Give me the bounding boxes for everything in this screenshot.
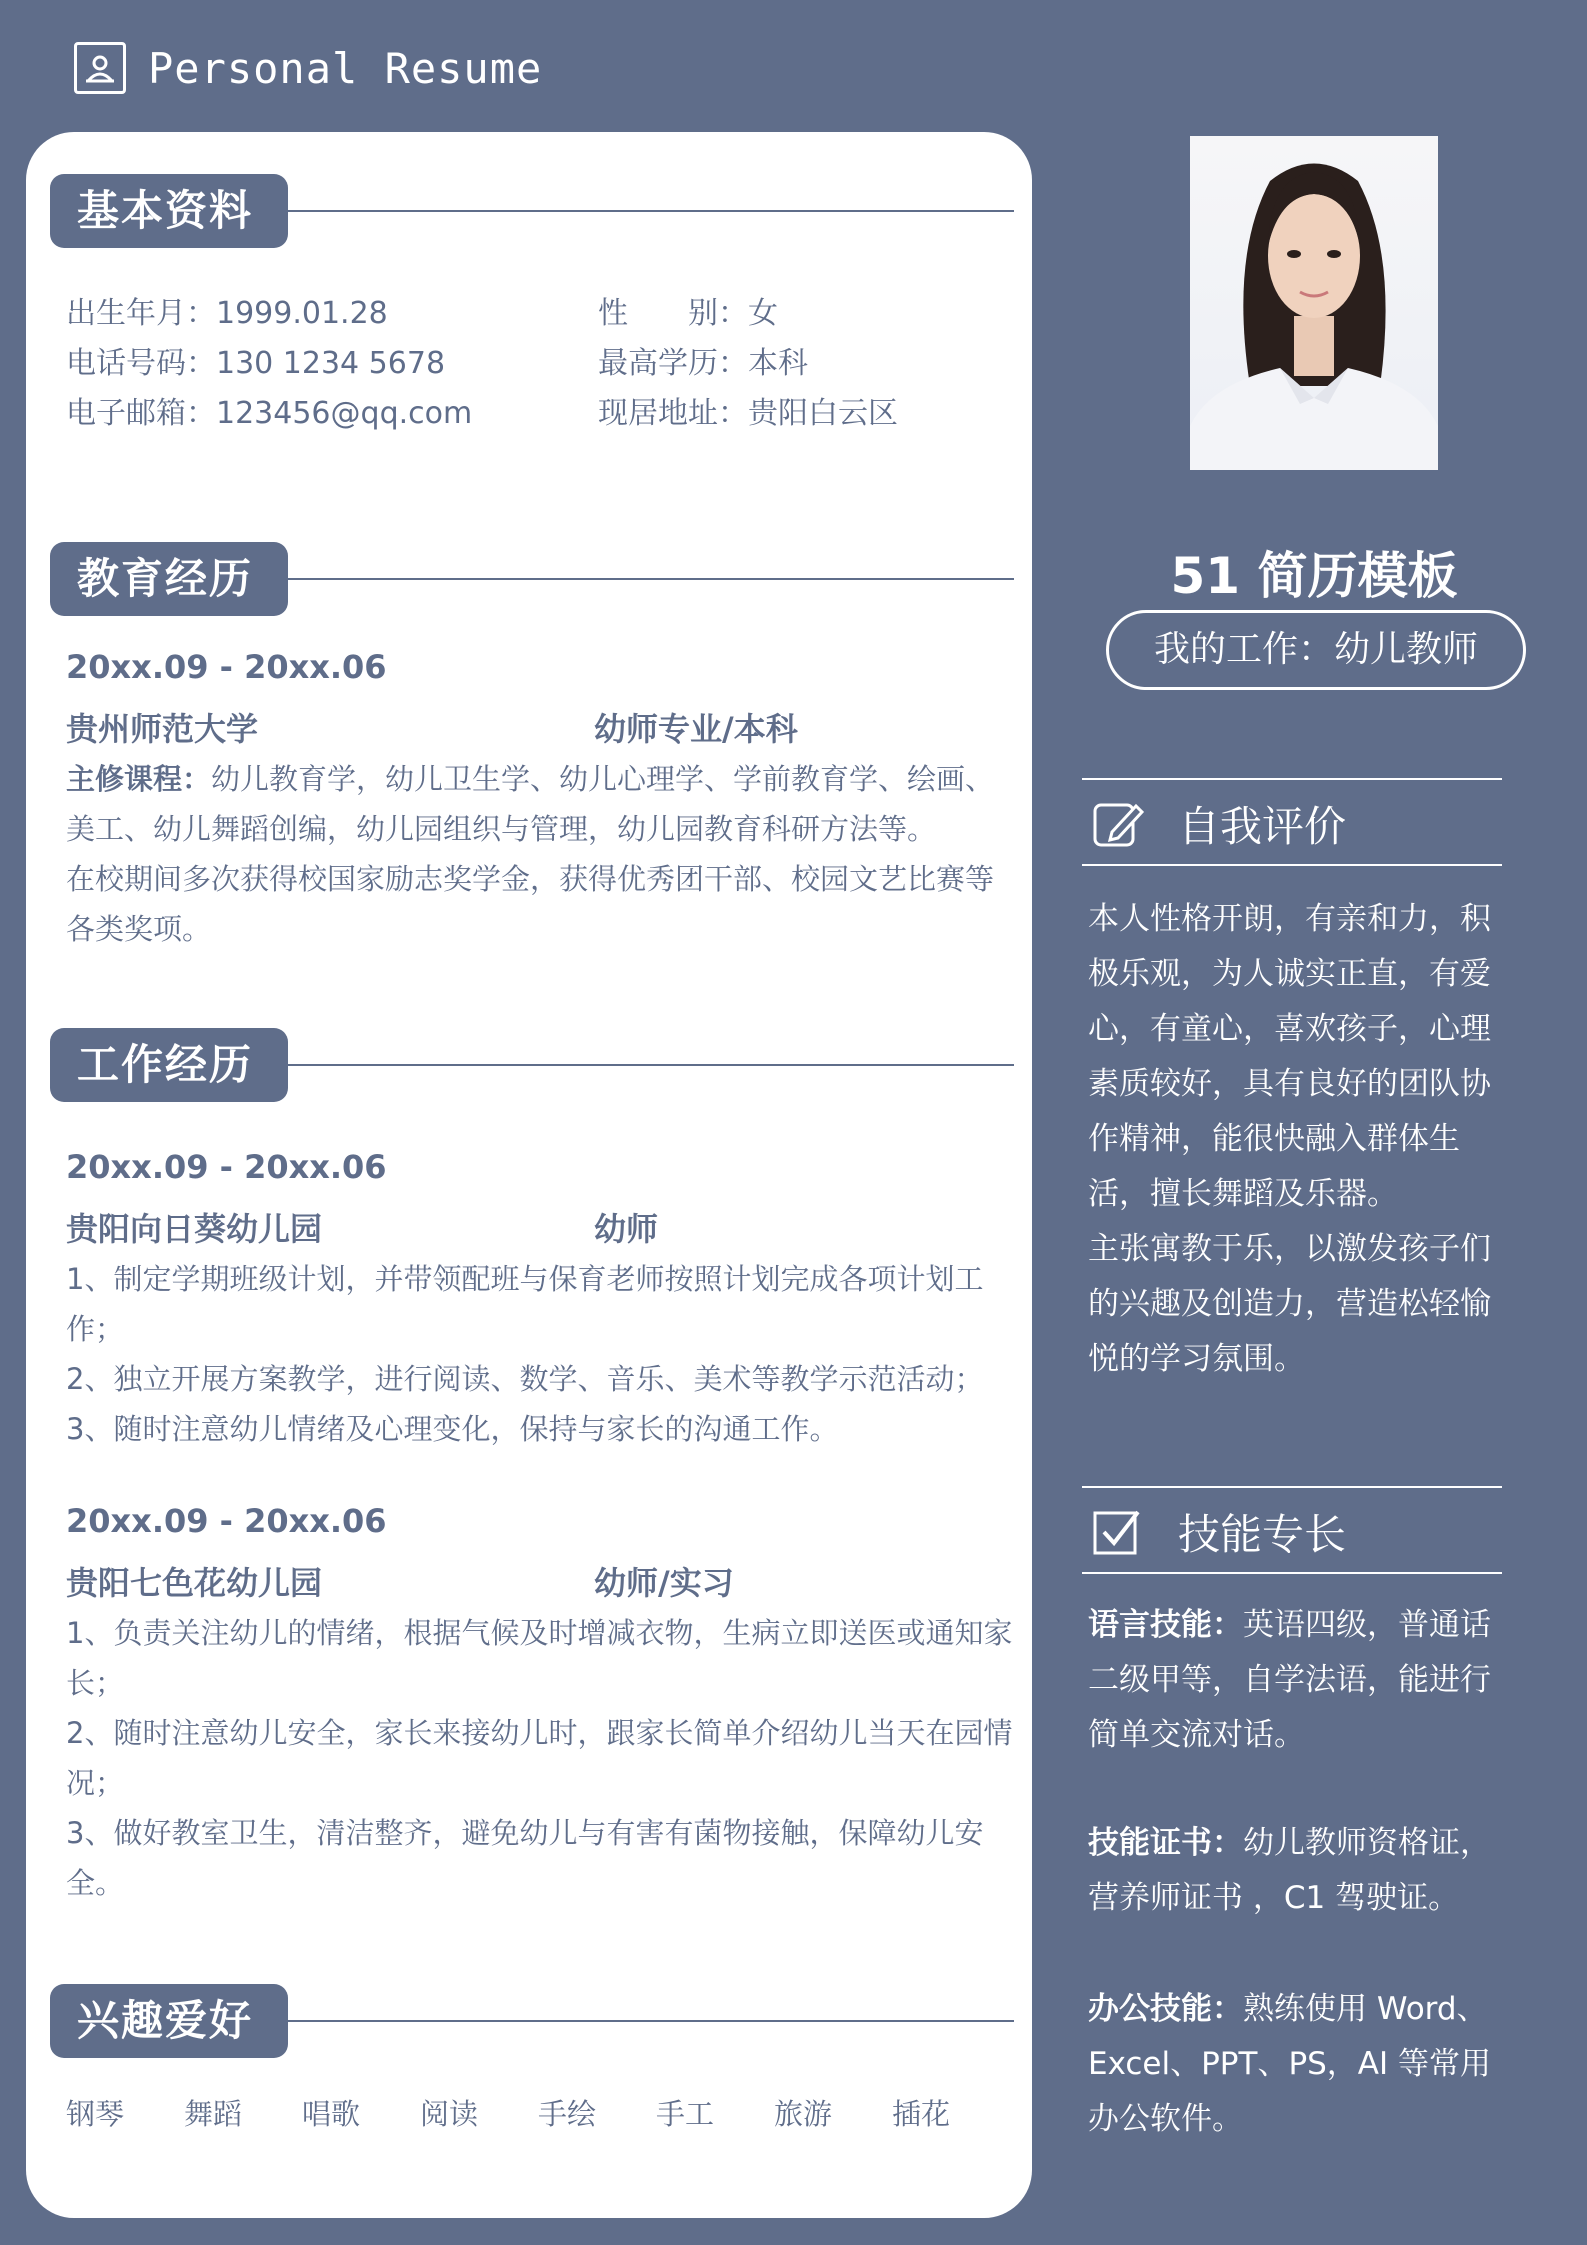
job-role: 幼师 <box>594 1210 659 1248</box>
section-rule <box>1082 864 1502 866</box>
section-rule <box>1082 1572 1502 1574</box>
skill-text: 熟练使用 Word、Excel、PPT、PS，AI 等常用办公软件。 <box>1088 1991 1492 2137</box>
resume-main-card <box>26 132 1032 2218</box>
profile-name: 51 简历模板 <box>1170 547 1458 605</box>
hobby-item: 插花 <box>892 2097 951 2131</box>
home-address: 现居地址：贵阳白云区 <box>598 396 898 431</box>
courses-text: 幼儿教育学，幼儿卫生学、幼儿心理学、学前教育学、绘画、美工、幼儿舞蹈创编，幼儿园组织与管理，幼儿园教育科研方法等。 <box>66 762 995 846</box>
section-skills-header <box>1092 1500 1346 1564</box>
section-divider <box>288 2020 1014 2022</box>
page-header <box>74 40 542 96</box>
section-education <box>50 542 1014 616</box>
profile-photo <box>1190 136 1438 470</box>
birth-date: 出生年月：1999.01.28 <box>66 296 388 331</box>
hobby-item: 舞蹈 <box>184 2097 243 2131</box>
section-hobbies <box>50 1984 1014 2058</box>
school-name: 贵州师范大学 <box>66 710 259 748</box>
hobby-item: 手工 <box>656 2097 715 2131</box>
section-self-eval-header <box>1092 792 1346 856</box>
section-rule <box>1082 778 1502 780</box>
job-duty: 2、独立开展方案教学，进行阅读、数学、音乐、美术等教学示范活动； <box>66 1362 984 1396</box>
hobby-item: 钢琴 <box>66 2097 125 2131</box>
hobby-item: 唱歌 <box>302 2097 361 2131</box>
job-period: 20xx.09 - 20xx.06 <box>66 1148 387 1186</box>
section-divider <box>288 210 1014 212</box>
skill-label: 语言技能： <box>1088 1607 1243 1643</box>
job-company: 贵阳向日葵幼儿园 <box>66 1210 323 1248</box>
education-level: 最高学历：本科 <box>598 346 808 381</box>
job-title-badge: 我的工作：幼儿教师 <box>1106 610 1526 690</box>
major: 幼师专业/本科 <box>594 710 798 748</box>
page-title: Personal Resume <box>148 43 543 93</box>
job-period: 20xx.09 - 20xx.06 <box>66 1502 387 1540</box>
self-eval-paragraph: 主张寓教于乐，以激发孩子们的兴趣及创造力，营造松轻愉悦的学习氛围。 <box>1088 1231 1491 1377</box>
gender: 性 别：女 <box>598 296 778 331</box>
job-duty: 1、负责关注幼儿的情绪，根据气候及时增减衣物，生病立即送医或通知家长； <box>66 1616 1013 1700</box>
email-address: 电子邮箱：123456@qq.com <box>66 396 473 431</box>
job-duty: 2、随时注意幼儿安全，家长来接幼儿时，跟家长简单介绍幼儿当天在园情况； <box>66 1716 1013 1800</box>
honors-paragraph: 在校期间多次获得校国家励志奖学金，获得优秀团干部、校园文艺比赛等各类奖项。 <box>66 862 995 946</box>
skill-label: 技能证书： <box>1088 1825 1243 1861</box>
self-eval-paragraph: 本人性格开朗，有亲和力，积极乐观，为人诚实正直，有爱心，有童心，喜欢孩子，心理素质较好，具有良好的团队协作精神，能很快融入群体生活，擅长舞蹈及乐器。 <box>1088 901 1491 1212</box>
section-title: 教育经历 <box>50 542 288 616</box>
section-title: 自我评价 <box>1178 802 1347 851</box>
education-period: 20xx.09 - 20xx.06 <box>66 648 387 686</box>
section-title: 兴趣爱好 <box>50 1984 288 2058</box>
language-skills <box>1088 1598 1518 1763</box>
hobby-item: 旅游 <box>774 2097 833 2131</box>
courses-paragraph <box>66 754 1016 854</box>
skill-label: 办公技能： <box>1088 1991 1243 2027</box>
office-skills <box>1088 1982 1518 2147</box>
section-rule <box>1082 1486 1502 1488</box>
hobby-item: 手绘 <box>538 2097 597 2131</box>
phone-number: 电话号码：130 1234 5678 <box>66 346 446 381</box>
hobby-item: 阅读 <box>420 2097 479 2131</box>
section-divider <box>288 578 1014 580</box>
checkbox-icon <box>1092 1506 1144 1558</box>
certificates <box>1088 1816 1518 1926</box>
section-work <box>50 1028 1014 1102</box>
job-duty: 3、做好教室卫生，清洁整齐，避免幼儿与有害有菌物接触，保障幼儿安全。 <box>66 1816 984 1900</box>
skill-text: 幼儿教师资格证，营养师证书 ，C1 驾驶证。 <box>1088 1825 1491 1916</box>
job-duty: 3、随时注意幼儿情绪及心理变化，保持与家长的沟通工作。 <box>66 1412 839 1446</box>
job-role: 幼师/实习 <box>594 1564 734 1602</box>
person-card-icon <box>74 42 126 94</box>
courses-label: 主修课程： <box>66 762 212 796</box>
edit-icon <box>1092 798 1144 850</box>
section-basic-info <box>50 174 1014 248</box>
section-title: 基本资料 <box>50 174 288 248</box>
section-divider <box>288 1064 1014 1066</box>
hobby-list <box>66 2092 1010 2133</box>
job-duty: 1、制定学期班级计划，并带领配班与保育老师按照计划完成各项计划工作； <box>66 1262 984 1346</box>
job-company: 贵阳七色花幼儿园 <box>66 1564 323 1602</box>
section-title: 技能专长 <box>1178 1510 1347 1559</box>
section-title: 工作经历 <box>50 1028 288 1102</box>
skill-text: 英语四级，普通话二级甲等，自学法语，能进行简单交流对话。 <box>1088 1607 1491 1753</box>
